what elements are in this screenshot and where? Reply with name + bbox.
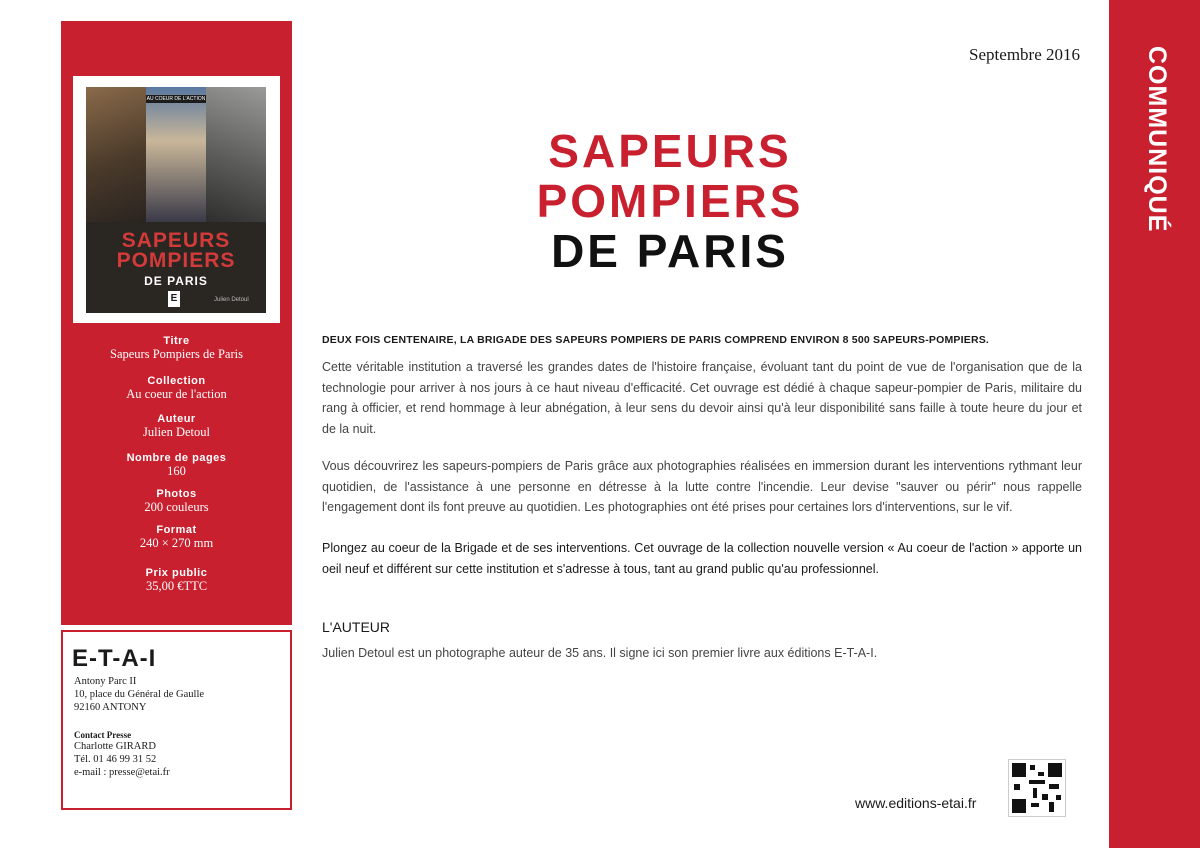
- publisher-contact-box: [61, 630, 292, 810]
- cover-photo-firefighter-1: [86, 87, 146, 222]
- detail-label: Format: [156, 524, 197, 536]
- body-paragraph-2: Vous découvrirez les sapeurs-pompiers de Paris grâce aux photographies réalisées en immersion durant les interventions rythmant leur quotidien, de l'assistance à une personne en détresse à la lutte contre l'incendie. Leur devise "sauver ou périr" nous rappelle l'engagement dont ils font preuve au quotidien. Les photographies ont été prises pour certaines lors d'interventions, sur le vif.: [322, 459, 1082, 514]
- main-title-line2: POMPIERS: [536, 175, 804, 227]
- address-line: Antony Parc II: [74, 676, 137, 687]
- detail-value: Julien Detoul: [142, 425, 210, 439]
- detail-value: 200 couleurs: [144, 500, 209, 514]
- author-heading: L'AUTEUR: [322, 619, 391, 635]
- cover-title-line3: DE PARIS: [144, 274, 208, 288]
- body-paragraph-3: Plongez au coeur de la Brigade et de ses interventions. Cet ouvrage de la collection nouvelle version « Au coeur de l'action » apporte un oeil neuf et différent sur cette institution et s'adresse à tous, tant au grand public qu'au professionnel.: [322, 541, 1082, 576]
- detail-label: Photos: [156, 488, 197, 500]
- detail-label: Nombre de pages: [126, 452, 227, 464]
- cover-header: AU COEUR DE L'ACTION: [146, 96, 206, 102]
- detail-label: Prix public: [145, 567, 208, 579]
- cover-title-line1: SAPEURS: [121, 229, 231, 252]
- cover-photo-firefighter-3: [206, 87, 266, 222]
- press-contact-label: Contact Presse: [74, 730, 132, 740]
- book-cover-image: [86, 87, 266, 313]
- address-line: 10, place du Général de Gaulle: [74, 689, 205, 700]
- website-link[interactable]: www.editions-etai.fr: [855, 795, 977, 811]
- detail-collection: [61, 375, 292, 401]
- communique-banner: [1109, 0, 1200, 848]
- detail-author: [61, 413, 292, 439]
- main-title-line1: SAPEURS: [548, 125, 792, 177]
- detail-value: 160: [167, 464, 186, 478]
- book-cover-frame: [73, 76, 280, 323]
- detail-pages: [61, 452, 292, 478]
- communique-label: COMMUNIQUÉ: [1143, 46, 1171, 233]
- cover-title-line2: POMPIERS: [116, 249, 236, 272]
- cover-publisher-logo: E: [168, 291, 180, 307]
- main-title-line3: DE PARIS: [551, 225, 789, 277]
- cover-photo-firefighter-2: [146, 87, 206, 222]
- book-info-panel: [61, 21, 292, 625]
- address-line: 92160 ANTONY: [74, 702, 147, 713]
- qr-code-icon[interactable]: [1008, 759, 1066, 817]
- press-contact-phone: Tél. 01 46 99 31 52: [74, 754, 157, 765]
- author-description: Julien Detoul est un photographe auteur de 35 ans. Il signe ici son premier livre aux éditions E-T-A-I.: [322, 646, 878, 660]
- detail-label: Auteur: [157, 413, 196, 425]
- body-paragraph-1: Cette véritable institution a traversé les grandes dates de l'histoire française, évoluant tant du point de vue de l'organisation que de la technologie pour arriver à nos jours à ce haut niveau d'efficacité. Cet ouvrage est dédié à chaque sapeur-pompier de Paris, militaire du rang à officier, et rend hommage à leur abnégation, à leur sens du devoir ainsi qu'à leur disponibilité sans faille à toute heure du jour et de la nuit.: [322, 360, 1082, 436]
- publication-date: Septembre 2016: [969, 45, 1080, 64]
- detail-label: Collection: [147, 375, 206, 387]
- detail-label: Titre: [163, 335, 190, 347]
- lead-paragraph: DEUX FOIS CENTENAIRE, LA BRIGADE DES SAPEURS POMPIERS DE PARIS COMPREND ENVIRON 8 500 SAPEURS-POMPIERS.: [322, 334, 990, 346]
- detail-value: Au coeur de l'action: [126, 387, 227, 401]
- detail-format: [61, 524, 292, 550]
- detail-value: 240 × 270 mm: [139, 536, 214, 550]
- detail-value: Sapeurs Pompiers de Paris: [110, 347, 243, 361]
- detail-price: [61, 567, 292, 593]
- detail-title: [61, 335, 292, 361]
- press-contact-email[interactable]: e-mail : presse@etai.fr: [74, 767, 170, 778]
- detail-value: 35,00 €TTC: [145, 579, 208, 593]
- publisher-logo: E-T-A-I: [72, 645, 157, 672]
- cover-author: Julien Detoul: [214, 297, 249, 303]
- detail-photos: [61, 488, 292, 514]
- press-contact-name: Charlotte GIRARD: [74, 741, 156, 752]
